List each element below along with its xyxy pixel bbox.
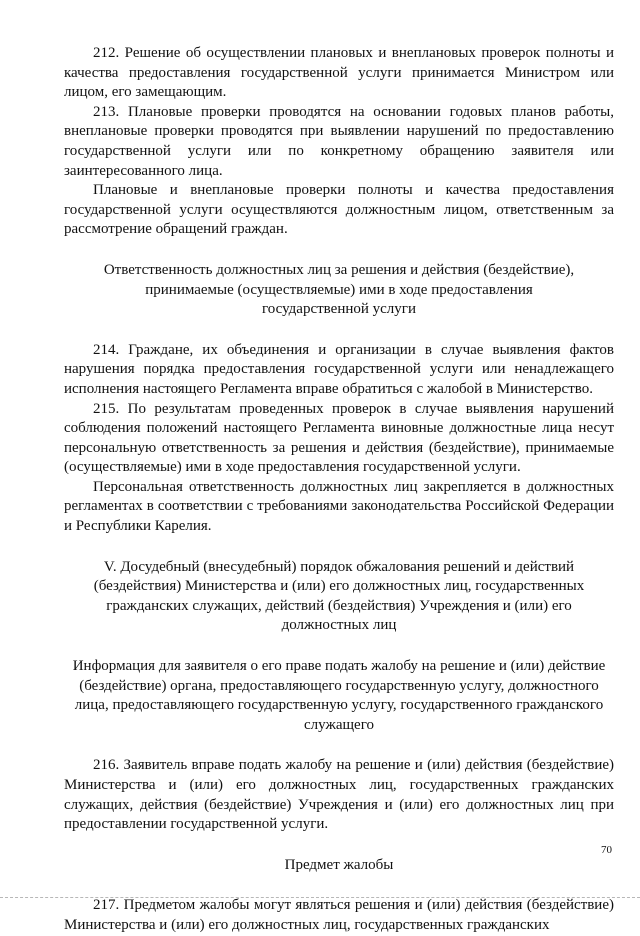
paragraph-216: 216. Заявитель вправе подать жалобу на решение и (или) действия (бездействие) Министерства и (или) его должностных лиц, государственных гражданских служащих, действия (бездействие) Учреждения и (или) его должностных лиц при предоставлении государственной услуги. [64, 757, 614, 833]
spacer [64, 735, 614, 756]
heading-information: Информация для заявителя о его праве подать жалобу на решение и (или) действие (бездействие) органа, предоставляющего государственную услугу, должностного лица, предоставляющего государственную услугу, государственного гражданского служащего [72, 658, 606, 733]
paragraph-214: 214. Граждане, их объединения и организации в случае выявления фактов нарушения порядка предоставления государственной услуги или ненадлежащего исполнения настоящего Регламента вправе обратиться с жалобой в Министерство. [64, 341, 614, 397]
spacer [64, 636, 614, 657]
paragraph-213: 213. Плановые проверки проводятся на основании годовых планов работы, внеплановые проверки проводятся при выявлении нарушений по предоставлению государственной услуги или по конкретному обращению заявителя или заинтересованного лица. [64, 103, 614, 179]
paragraph-215: 215. По результатам проведенных проверок в случае выявления нарушений соблюдения положений настоящего Регламента виновные должностные лица несут персональную ответственность за решения и действия (бездействие), принимаемые (осуществляемые) ими в ходе предоставления государственной услуги. [64, 400, 614, 476]
spacer [64, 537, 614, 558]
spacer [64, 320, 614, 341]
spacer [64, 875, 614, 896]
paragraph-planned-checks: Плановые и внеплановые проверки полноты и качества предоставления государственной услуги осуществляются должностным лицом, ответственным за рассмотрение обращений граждан. [64, 182, 614, 238]
paragraph-212: 212. Решение об осуществлении плановых и внеплановых проверок полноты и качества предоставления государственной услуги принимается Министром или лицом, его замещающим. [64, 45, 614, 101]
paragraph-217: 217. Предметом жалобы могут являться решения и (или) действия (бездействие) Министерства и (или) его должностных лиц, государственных гражданских [64, 897, 614, 933]
page-number: 70 [601, 844, 612, 856]
scan-edge-line [0, 897, 640, 900]
heading-subject: Предмет жалобы [284, 856, 394, 873]
paragraph-personal-responsibility: Персональная ответственность должностных лиц закрепляется в должностных регламентах в соответствии с требованиями законодательства Российской Федерации и Республики Карелия. [64, 478, 614, 535]
heading-responsibility: Ответственность должностных лиц за решения и действия (бездействие), принимаемые (осуществляемые) ими в ходе предоставления государственной услуги [103, 261, 575, 318]
heading-section-v: V. Досудебный (внесудебный) порядок обжалования решений и действий (бездействия) Министерства и (или) его должностных лиц, государственных гражданских служащих, действий (бездействия) Учреждения и (или) его должностных лиц [93, 558, 585, 634]
spacer [64, 835, 614, 856]
spacer [64, 240, 614, 261]
